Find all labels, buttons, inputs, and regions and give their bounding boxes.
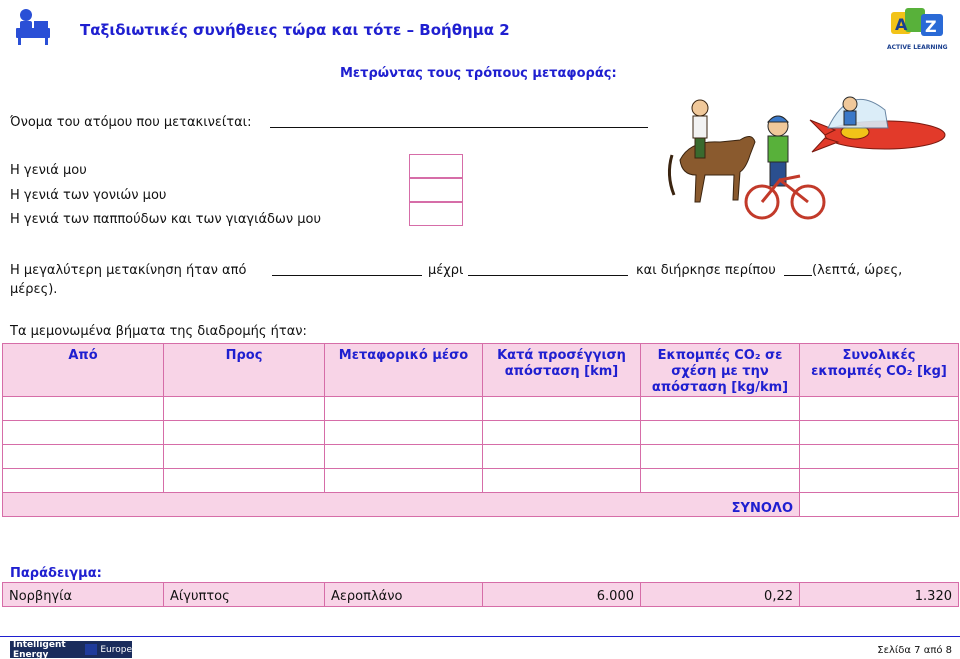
trip-to-field[interactable] xyxy=(468,275,628,276)
generation-label-3: Η γενιά των παππούδων και των γιαγιάδων μου xyxy=(10,212,322,227)
generation-checkbox-3[interactable] xyxy=(409,202,463,226)
page-title: Ταξιδιωτικές συνήθειες τώρα και τότε – Βοήθημα 2 xyxy=(80,21,510,39)
column-header-total-emissions: Συνολικές εκπομπές CO₂ [kg] xyxy=(800,344,959,397)
table-row xyxy=(3,469,959,493)
table-cell[interactable] xyxy=(164,397,325,421)
table-cell[interactable] xyxy=(325,469,483,493)
generation-checkbox-2[interactable] xyxy=(409,178,463,202)
column-header-to: Προς xyxy=(164,344,325,397)
example-total-emissions: 1.320 xyxy=(800,583,959,607)
example-distance: 6.000 xyxy=(483,583,641,607)
svg-text:Z: Z xyxy=(925,17,937,36)
active-learning-logo xyxy=(885,6,951,52)
svg-text:A: A xyxy=(895,15,908,34)
example-to: Αίγυπτος xyxy=(164,583,325,607)
table-row xyxy=(3,421,959,445)
table-row xyxy=(3,397,959,421)
table-total-row xyxy=(3,493,959,517)
trip-text-units-end: μέρες). xyxy=(10,282,58,297)
transport-illustration xyxy=(660,80,960,240)
table-cell[interactable] xyxy=(483,445,641,469)
table-cell[interactable] xyxy=(3,421,164,445)
table-cell[interactable] xyxy=(483,469,641,493)
table-cell[interactable] xyxy=(800,469,959,493)
column-header-distance: Κατά προσέγγιση απόσταση [km] xyxy=(483,344,641,397)
table-cell[interactable] xyxy=(164,469,325,493)
section-subtitle: Μετρώντας τους τρόπους μεταφοράς: xyxy=(340,66,617,81)
table-cell[interactable] xyxy=(3,469,164,493)
trip-text-units: (λεπτά, ώρες, xyxy=(812,263,903,278)
total-value-cell[interactable] xyxy=(800,493,959,517)
table-cell[interactable] xyxy=(483,421,641,445)
table-cell[interactable] xyxy=(800,445,959,469)
eu-flag-icon xyxy=(85,644,97,655)
trip-from-field[interactable] xyxy=(272,275,422,276)
trip-text-to: μέχρι xyxy=(428,263,464,278)
table-cell[interactable] xyxy=(325,445,483,469)
trip-duration-field[interactable] xyxy=(784,275,812,276)
steps-label: Τα μεμονωμένα βήματα της διαδρομής ήταν: xyxy=(10,324,307,339)
example-emissions-per-km: 0,22 xyxy=(641,583,800,607)
person-name-label: Όνομα του ατόμου που μετακινείται: xyxy=(10,115,252,130)
table-header-row xyxy=(3,344,959,397)
column-header-emissions-per-km: Εκπομπές CO₂ σε σχέση με την απόσταση [kg/km] xyxy=(641,344,800,397)
table-cell[interactable] xyxy=(800,397,959,421)
table-cell[interactable] xyxy=(164,445,325,469)
example-from: Νορβηγία xyxy=(3,583,164,607)
trip-text-from: Η μεγαλύτερη μετακίνηση ήταν από xyxy=(10,263,247,278)
example-row xyxy=(3,583,959,607)
column-header-from: Από xyxy=(3,344,164,397)
steps-table xyxy=(2,343,959,517)
total-label: ΣΥΝΟΛΟ xyxy=(3,493,800,517)
table-cell[interactable] xyxy=(641,397,800,421)
table-cell[interactable] xyxy=(641,421,800,445)
table-cell[interactable] xyxy=(483,397,641,421)
page-number: Σελίδα 7 από 8 xyxy=(877,645,952,656)
person-at-desk-icon xyxy=(10,6,52,46)
trip-text-duration: και διήρκησε περίπου xyxy=(636,263,776,278)
example-transport: Αεροπλάνο xyxy=(325,583,483,607)
example-title: Παράδειγμα: xyxy=(10,566,102,581)
column-header-transport: Μεταφορικό μέσο xyxy=(325,344,483,397)
generation-label-2: Η γενιά των γονιών μου xyxy=(10,188,167,203)
table-cell[interactable] xyxy=(3,397,164,421)
table-cell[interactable] xyxy=(800,421,959,445)
table-cell[interactable] xyxy=(3,445,164,469)
table-row xyxy=(3,445,959,469)
table-cell[interactable] xyxy=(325,421,483,445)
svg-text:ACTIVE LEARNING: ACTIVE LEARNING xyxy=(887,44,948,51)
table-cell[interactable] xyxy=(164,421,325,445)
generation-checkbox-1[interactable] xyxy=(409,154,463,178)
table-cell[interactable] xyxy=(641,445,800,469)
table-cell[interactable] xyxy=(641,469,800,493)
logo-text-europe: Europe xyxy=(100,644,132,655)
footer-divider xyxy=(0,636,960,637)
intelligent-energy-logo xyxy=(10,641,132,658)
table-cell[interactable] xyxy=(325,397,483,421)
generation-label-1: Η γενιά μου xyxy=(10,163,87,178)
example-table xyxy=(2,582,959,607)
person-name-field[interactable] xyxy=(270,127,648,128)
logo-text: Intelligent Energy xyxy=(13,639,66,659)
